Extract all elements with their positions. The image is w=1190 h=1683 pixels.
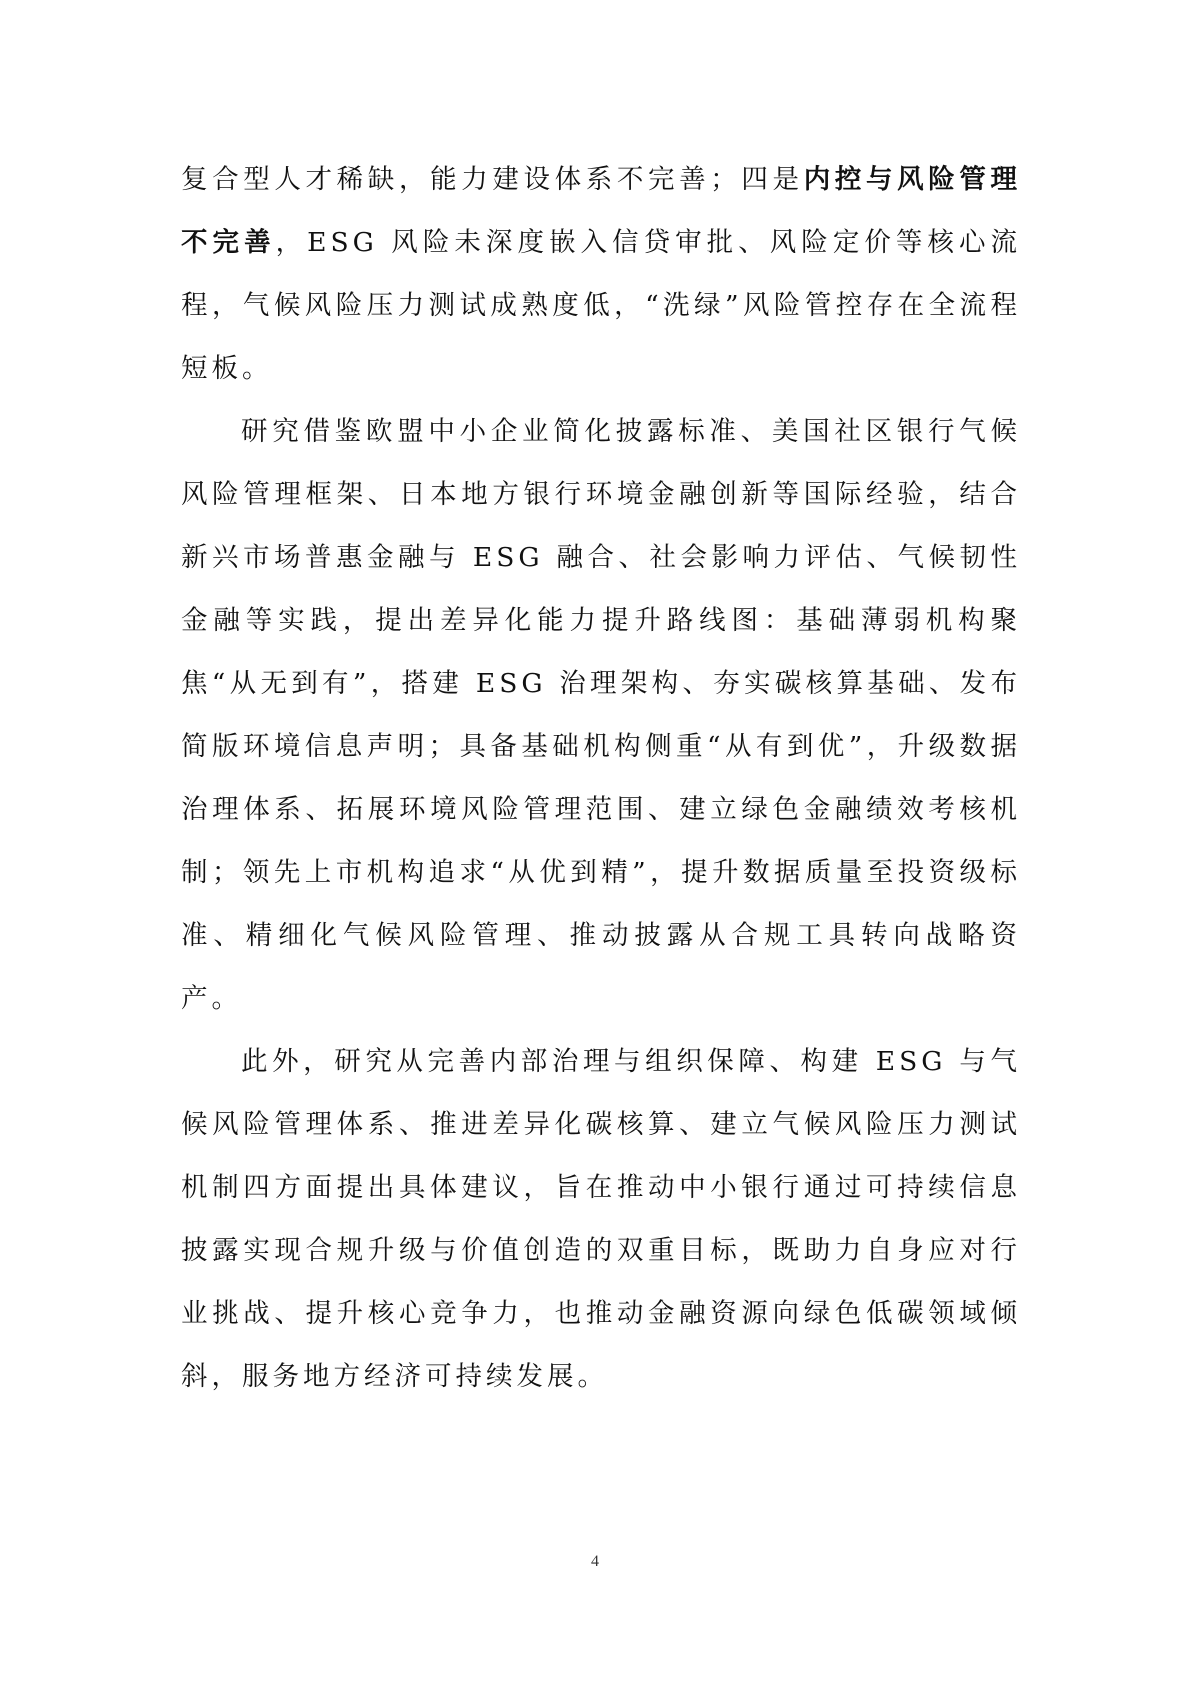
paragraph-roadmap bbox=[181, 400, 1021, 1030]
text-segment: 此外，研究从完善内部治理与组织保障、构建 ESG 与气候风险管理体系、推进差异化碳核算、建立气候风险压力测试机制四方面提出具体建议，旨在推动中小银行通过可持续信息披露实现合规升级与价值创造的双重目标，既助力自身应对行业挑战、提升核心竞争力，也推动金融资源向绿色低碳领域倾斜，服务地方经济可持续发展。 bbox=[181, 1046, 1021, 1392]
paragraph-recommendations bbox=[181, 1030, 1021, 1408]
text-segment: 研究借鉴欧盟中小企业简化披露标准、美国社区银行气候风险管理框架、日本地方银行环境金融创新等国际经验，结合新兴市场普惠金融与 ESG 融合、社会影响力评估、气候韧性金融等实践，提出差异化能力提升路线图：基础薄弱机构聚焦“从无到有”，搭建 ESG 治理架构、夯实碳核算基础、发布简版环境信息声明；具备基础机构侧重“从有到优”，升级数据治理体系、拓展环境风险管理范围、建立绿色金融绩效考核机制；领先上市机构追求“从优到精”，提升数据质量至投资级标准、精细化气候风险管理、推动披露从合规工具转向战略资产。 bbox=[181, 416, 1021, 1014]
text-segment: ，ESG 风险未深度嵌入信贷审批、风险定价等核心流程，气候风险压力测试成熟度低，“洗绿”风险管控存在全流程短板。 bbox=[181, 227, 1022, 384]
document-body bbox=[181, 148, 1021, 1408]
bold-text-segment: 内控与风险管理不完善 bbox=[181, 164, 1022, 258]
paragraph-weaknesses bbox=[181, 148, 1021, 400]
text-segment: 复合型人才稀缺，能力建设体系不完善；四是 bbox=[181, 164, 804, 195]
page-number: 4 bbox=[591, 1553, 599, 1570]
